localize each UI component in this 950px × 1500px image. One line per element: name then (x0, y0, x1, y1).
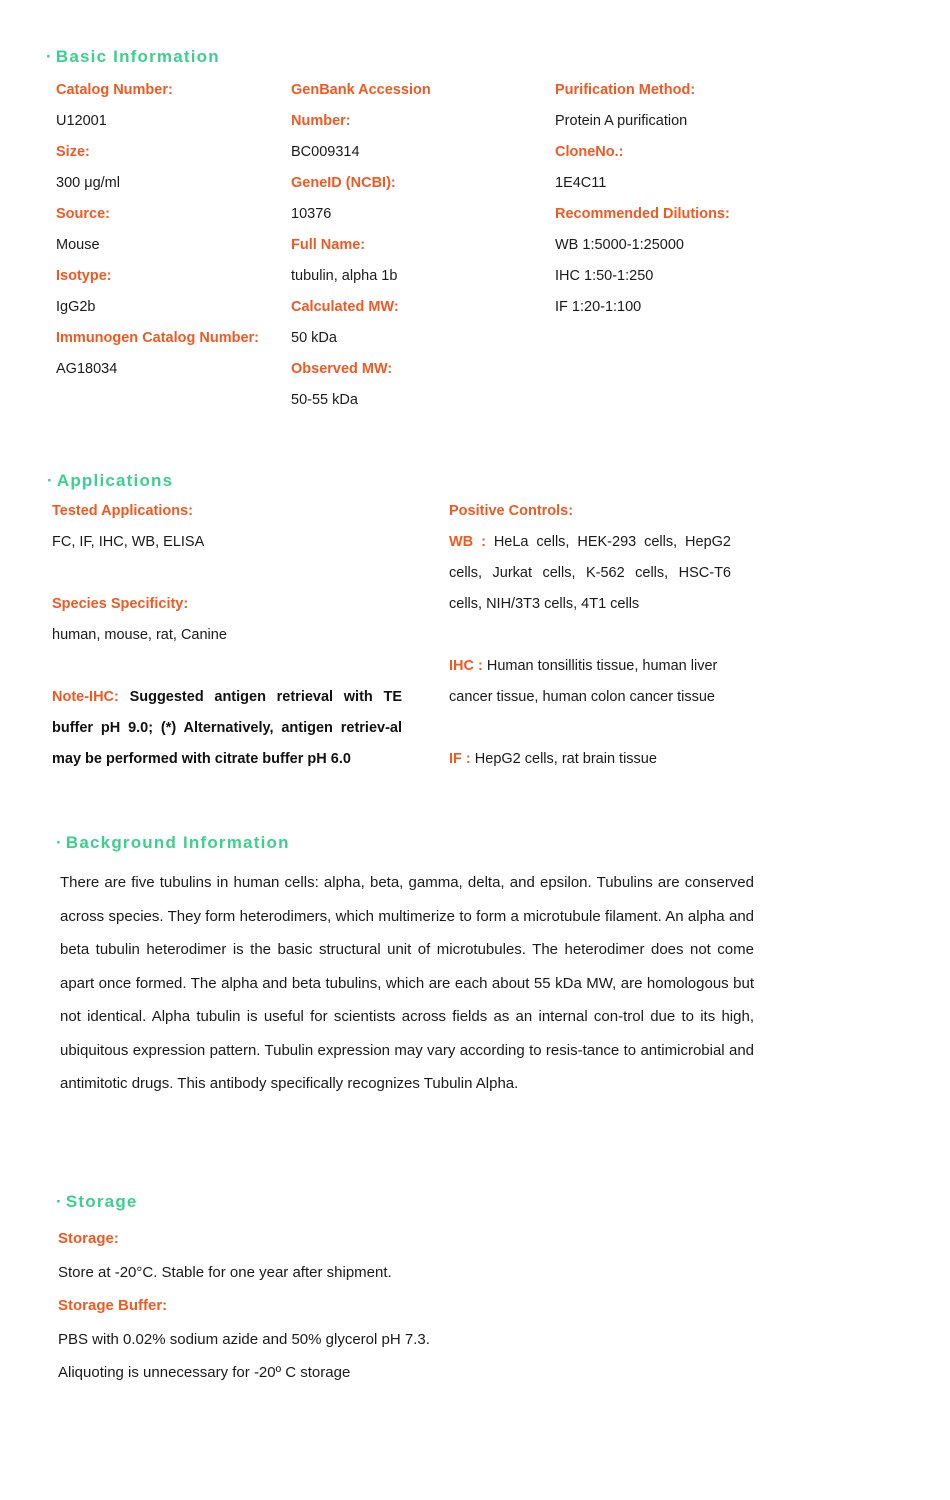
isotype-label: Isotype: (56, 268, 112, 284)
aliquot-note-value: Aliquoting is unnecessary for -20º C storage (58, 1364, 351, 1381)
tested-applications-value: FC, IF, IHC, WB, ELISA (52, 534, 205, 550)
positive-controls-label: Positive Controls: (449, 503, 574, 519)
ihc-controls-text: Human tonsillitis tissue, human liver cancer tissue, human colon cancer tissue (449, 658, 718, 705)
storage-value: Store at -20°C. Stable for one year after shipment. (58, 1263, 392, 1281)
purification-method-label: Purification Method: (555, 82, 696, 98)
calculated-mw-label: Calculated MW: (291, 299, 399, 315)
full-name-value: tubulin, alpha 1b (291, 268, 398, 284)
background-information-title: Background Information (65, 833, 290, 852)
source-value: Mouse (56, 237, 100, 253)
wb-controls-label: WB : (449, 534, 486, 550)
storage-buffer-label: Storage Buffer: (58, 1297, 168, 1314)
storage-buffer-value: PBS with 0.02% sodium azide and 50% glycerol pH 7.3. (58, 1330, 430, 1348)
storage-title: Storage (65, 1192, 138, 1211)
dilution-wb-value: WB 1:5000-1:25000 (555, 237, 684, 253)
storage-label: Storage: (58, 1230, 119, 1247)
purification-method-value: Protein A purification (555, 113, 688, 129)
geneid-value: 10376 (291, 206, 332, 222)
dilution-ihc-value: IHC 1:50-1:250 (555, 268, 654, 284)
dilution-if-value: IF 1:20-1:100 (555, 299, 642, 315)
tested-applications-label: Tested Applications: (52, 503, 193, 519)
full-name-label: Full Name: (291, 237, 366, 253)
note-ihc-label: Note-IHC: (52, 689, 119, 705)
calculated-mw-value: 50 kDa (291, 330, 337, 346)
genbank-accession-value: BC009314 (291, 144, 360, 160)
size-value: 300 μg/ml (56, 175, 120, 191)
if-controls-label: IF : (449, 751, 471, 767)
wb-controls-paragraph (449, 527, 731, 620)
bullet-dot-icon: · (56, 1192, 63, 1211)
immunogen-catalog-label: Immunogen Catalog Number: (56, 330, 260, 346)
catalog-number-value: U12001 (56, 113, 107, 129)
spacer (52, 651, 402, 682)
source-label: Source: (56, 206, 110, 222)
geneid-label: GeneID (NCBI): (291, 175, 396, 191)
clone-number-label: CloneNo.: (555, 144, 624, 160)
spacer (449, 713, 731, 744)
basic-info-column-3 (555, 75, 730, 323)
species-specificity-value: human, mouse, rat, Canine (52, 627, 227, 643)
applications-heading (47, 471, 173, 491)
observed-mw-label: Observed MW: (291, 361, 393, 377)
bullet-dot-icon: · (56, 833, 63, 852)
wb-controls-text: HeLa cells, HEK-293 cells, HepG2 cells, Jurkat cells, K-562 cells, HSC-T6 cells, NIH/3T3 cells, 4T1 cells (449, 534, 731, 612)
basic-information-heading (46, 47, 220, 67)
ihc-controls-paragraph (449, 651, 731, 713)
basic-information-title: Basic Information (55, 47, 220, 66)
spacer (449, 620, 731, 651)
size-label: Size: (56, 144, 90, 160)
genbank-accession-label-line1: GenBank Accession (291, 82, 431, 98)
immunogen-catalog-value: AG18034 (56, 361, 118, 377)
catalog-number-label: Catalog Number: (56, 82, 173, 98)
spacer (52, 558, 402, 589)
basic-info-column-1 (56, 75, 259, 385)
applications-column-right (449, 496, 731, 775)
ihc-controls-label: IHC : (449, 658, 483, 674)
observed-mw-value: 50-55 kDa (291, 392, 358, 408)
recommended-dilutions-label: Recommended Dilutions: (555, 206, 730, 222)
note-ihc-text: Suggested antigen retrieval with TE buffer pH 9.0; (*) Alternatively, antigen retriev-al may be performed with citrate buffer pH 6.0 (52, 689, 402, 767)
species-specificity-label: Species Specificity: (52, 596, 189, 612)
storage-column (58, 1222, 430, 1390)
isotype-value: IgG2b (56, 299, 96, 315)
genbank-accession-label-line2: Number: (291, 113, 351, 129)
clone-number-value: 1E4C11 (555, 175, 607, 191)
applications-title: Applications (56, 471, 174, 490)
basic-info-column-2 (291, 75, 431, 416)
bullet-dot-icon: · (46, 47, 53, 66)
note-ihc-paragraph (52, 682, 402, 775)
storage-heading (56, 1192, 138, 1212)
if-controls-text: HepG2 cells, rat brain tissue (474, 751, 657, 767)
bullet-dot-icon: · (47, 471, 54, 490)
background-paragraph: There are five tubulins in human cells: alpha, beta, gamma, delta, and epsilon. Tubulins are conserved across species. They form heterodimers, which multimerize to form a microtubule filament. An alpha and beta tubulin heterodimer is the basic structural unit of microtubules. The heterodimer does not come apart once formed. The alpha and beta tubulins, which are each about 55 kDa MW, are homologous but not identical. Alpha tubulin is useful for scientists across fields as an internal con-trol due to its high, ubiquitous expression pattern. Tubulin expression may vary according to resis-tance to antimicrobial and antimitotic drugs. This antibody specifically recognizes Tubulin Alpha. (60, 874, 754, 1092)
background-information-heading (56, 833, 290, 853)
if-controls-paragraph (449, 744, 731, 775)
applications-column-left (52, 496, 402, 775)
